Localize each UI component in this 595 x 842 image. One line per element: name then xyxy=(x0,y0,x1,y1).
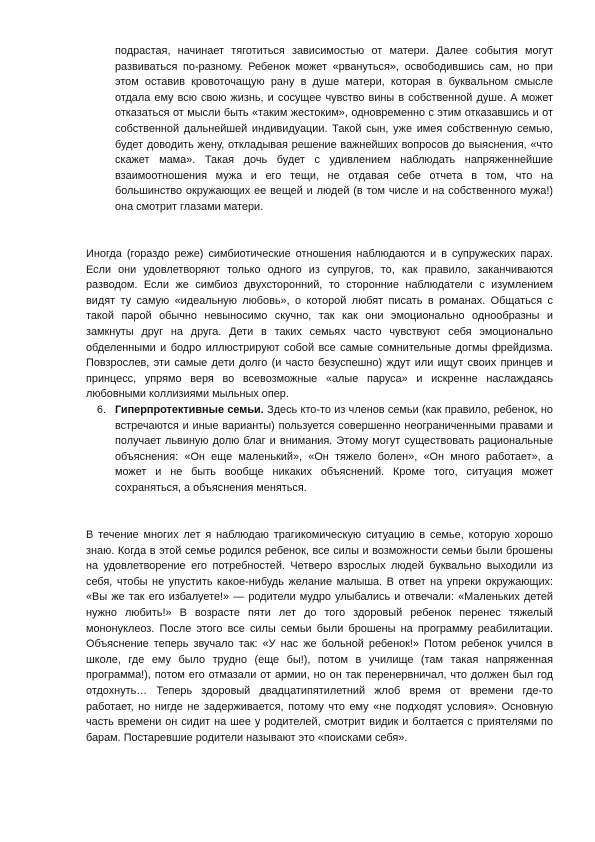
paragraph-continuation: подрастая, начинает тяготиться зависимостью от матери. Далее события могут развиваться по-разному. Ребенок может «рвануться», освободившись сам, но при этом оставив кровоточащую рану в душе матери, которая в буквальном смысле отдала ему всю свою жизнь, и сосущее чувство вины в собственной душе. А может отказаться от мысли быть «таким жестоким», одновременно с этим отказавшись и от собственной дальнейшей индивидуации. Такой сын, уже имея собственную семью, будет доводить жену, откладывая решение важнейших вопросов до выяснения, «что скажет мама». Такая дочь будет с удивлением наблюдать напряженнейшие взаимоотношения мужа и его тещи, не отдавая себе отчета в том, что на большинство окружающих ее вещей и людей (в том числе и на собственного мужа!) она смотрит глазами матери. xyxy=(115,45,553,213)
paragraph-story: В течение многих лет я наблюдаю трагикомическую ситуацию в семье, которую хорошо знаю. Когда в этой семье родился ребенок, все силы и возможности семьи были брошены на удовлетворение его потребностей. Четверо взрослых людей буквально выходили из себя, чтобы не упустить какое-нибудь желание малыша. В ответ на упреки окружающих: «Вы же так его избалуете!» — родители мудро улыбались и отвечали: «Маленьких детей нужно любить!» В возрасте пяти лет до того здоровый ребенок перенес тяжелый мононуклеоз. После этого все силы семьи были брошены на программу реабилитации. Объяснение теперь звучало так: «У нас же больной ребенок!» Потом ребенок учился в школе, где ему было трудно (еще бы!), потом в училище (там такая напряженная программа!), потом его отмазали от армии, но он так перенервничал, что должен был год отдохнуть… Теперь здоровый двадцатипятилетний жлоб время от времени где-то работает, но нигде не задерживается, потому что ему «не подходят условия». Основную часть времени он сидит на шее у родителей, смотрит видик и болтается с приятелями по барам. Постаревшие родители называют это «поисками себя». xyxy=(86,529,553,744)
list-item-text: Здесь кто-то из членов семьи (как правило, ребенок, но встречаются и иные варианты) пользуется совершенно неограниченными правами и получает львиную долю благ и внимания. Этому могут существовать рациональные объяснения: «Он еще маленький», «Он тяжело болен», «Он много работает», а может и не быть вообще никаких объяснений. Кроме того, ситуация может сохраняться, а объяснения меняться. xyxy=(115,404,553,494)
list-item-hyperprotective xyxy=(86,403,553,497)
paragraph-spouses: Иногда (гораздо реже) симбиотические отношения наблюдаются и в супружеских парах. Если они удовлетворяют только одного из супругов, то, как правило, заканчиваются разводом. Если же симбиоз двухсторонний, то сторонние наблюдатели с изумлением видят ту самую «идеальную любовь», о которой любят писать в романах. Общаться с такой парой обычно невыносимо скучно, так как они эмоционально однообразны и замкнуты друг на друга. Дети в таких семьях часто чувствуют себя эмоционально обделенными и бодро иллюстрируют собой все самые сомнительные догмы фрейдизма. Повзрослев, эти самые дети долго (и часто безуспешно) ждут или ищут своих принцев и принцесс, упрямо веря во всевозможные «алые паруса» и искренне наслаждаясь любовными коллизиями мыльных опер. xyxy=(86,248,553,401)
list-item-title: Гиперпротективные семьи. xyxy=(115,404,264,416)
list-item-body xyxy=(115,403,553,497)
list-item-number: 6. xyxy=(96,404,106,416)
